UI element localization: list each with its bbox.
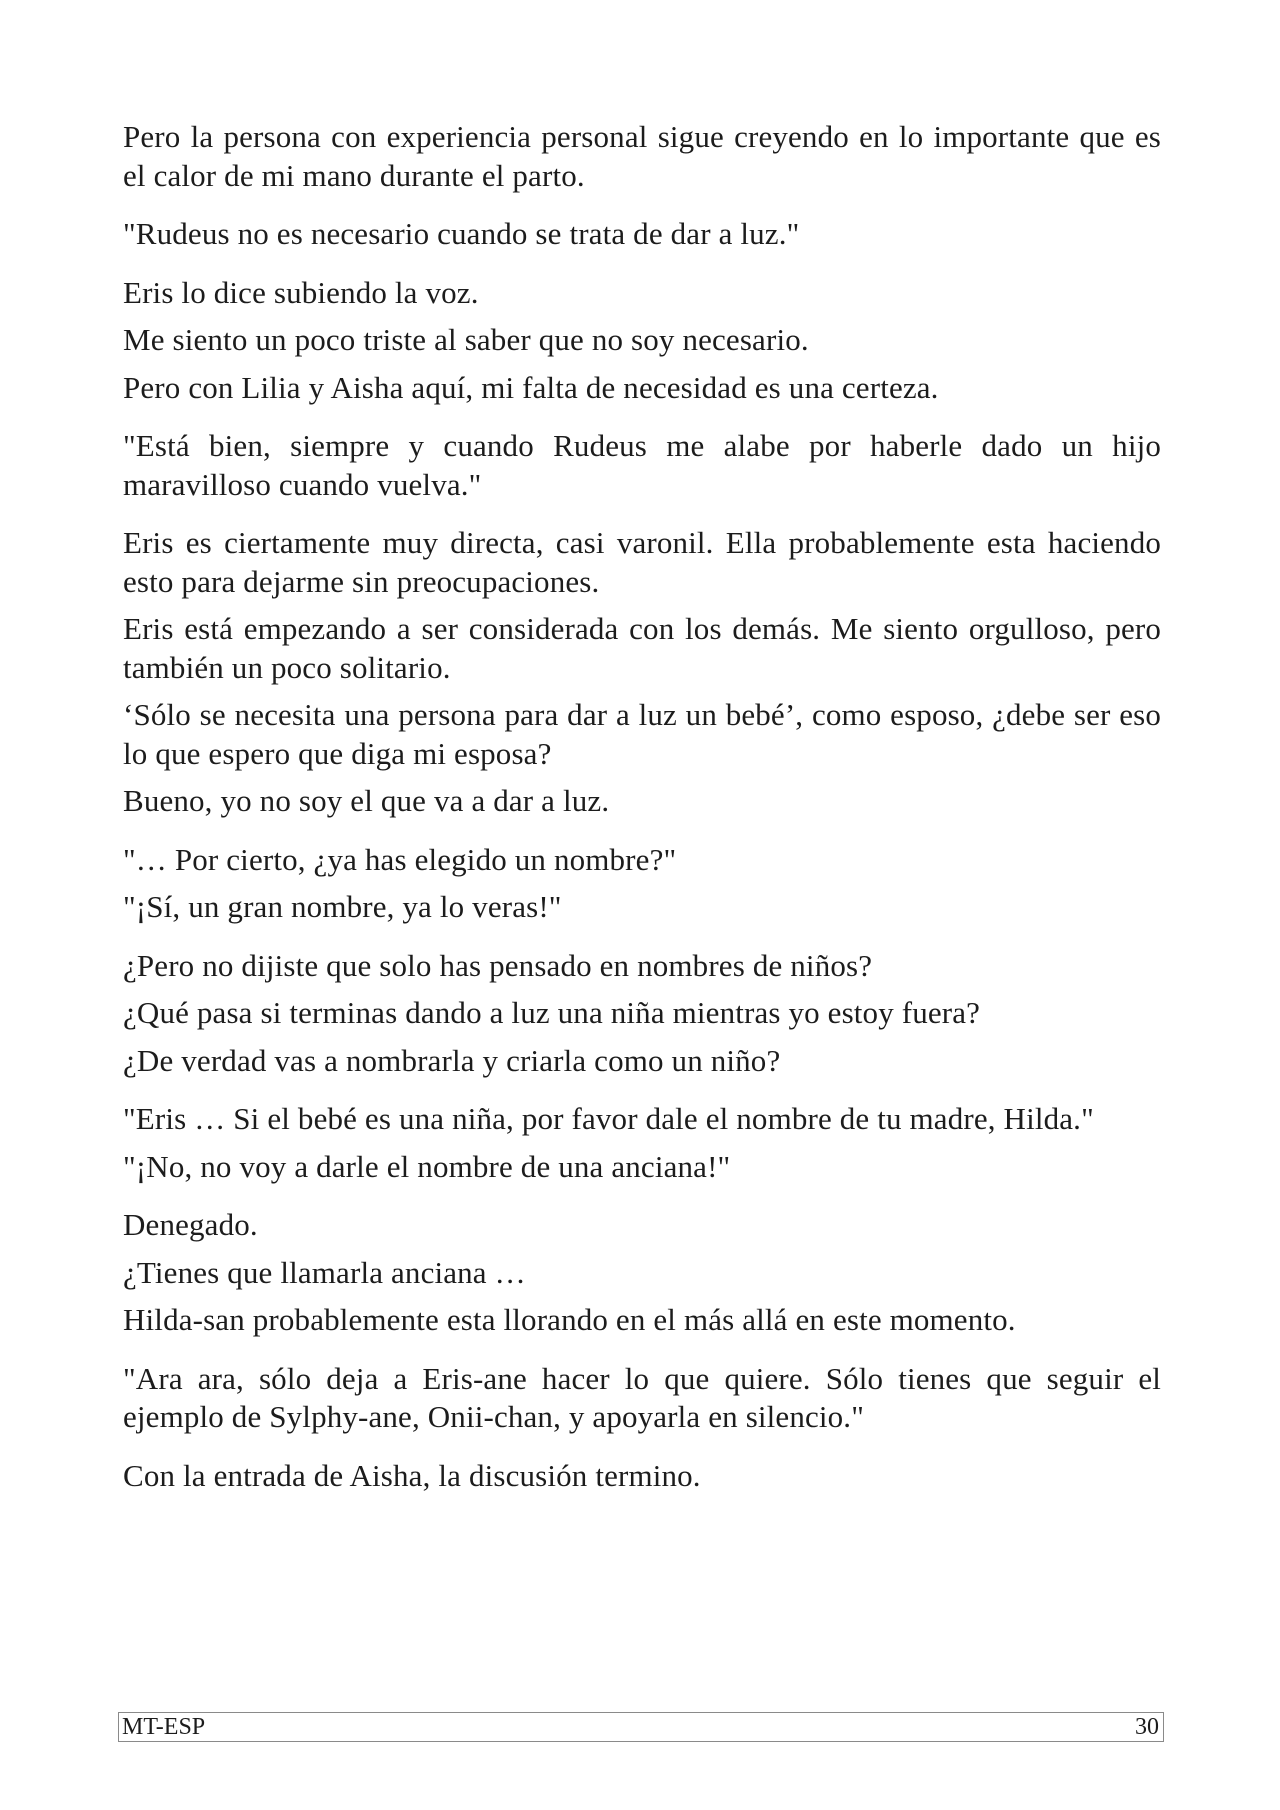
paragraph: Pero la persona con experiencia personal sigue creyendo en lo importante que es el calor de mi mano durante el parto. [123, 119, 1161, 193]
paragraph: "Eris … Si el bebé es una niña, por favor dale el nombre de tu madre, Hilda." [123, 1101, 1094, 1136]
paragraph: ‘Sólo se necesita una persona para dar a luz un bebé’, como esposo, ¿debe ser eso lo que espero que diga mi esposa? [123, 697, 1161, 771]
paragraph: "… Por cierto, ¿ya has elegido un nombre?" [123, 841, 677, 877]
paragraph: Me siento un poco triste al saber que no soy necesario. [123, 322, 809, 357]
paragraph: Eris lo dice subiendo la voz. [123, 274, 479, 310]
paragraph: Con la entrada de Aisha, la discusión termino. [123, 1457, 701, 1493]
paragraph: Eris es ciertamente muy directa, casi varonil. Ella probablemente esta haciendo esto para dejarme sin preocupaciones. [123, 525, 1161, 599]
paragraph: "Rudeus no es necesario cuando se trata de dar a luz." [123, 216, 800, 251]
paragraph: ¿Pero no dijiste que solo has pensado en nombres de niños? [123, 947, 873, 983]
paragraph: Bueno, yo no soy el que va a dar a luz. [123, 783, 610, 818]
paragraph: Hilda-san probablemente esta llorando en el más allá en este momento. [123, 1302, 1016, 1337]
paragraph: "Ara ara, sólo deja a Eris-ane hacer lo que quiere. Sólo tienes que seguir el ejemplo de Sylphy-ane, Onii-chan, y apoyarla en silencio." [123, 1360, 1161, 1434]
paragraph: Denegado. [123, 1207, 258, 1242]
page-number: 30 [1135, 1713, 1159, 1740]
paragraph: ¿Qué pasa si terminas dando a luz una niña mientras yo estoy fuera? [123, 995, 981, 1030]
paragraph: ¿De verdad vas a nombrarla y criarla como un niño? [123, 1042, 781, 1078]
paragraph: "¡Sí, un gran nombre, ya lo veras!" [123, 889, 562, 924]
paragraph: "¡No, no voy a darle el nombre de una anciana!" [123, 1148, 731, 1184]
page-footer [118, 1712, 1164, 1742]
body-text [123, 118, 1161, 1495]
footer-label: MT-ESP [122, 1713, 206, 1740]
paragraph: "Está bien, siempre y cuando Rudeus me alabe por haberle dado un hijo maravilloso cuando vuelva." [123, 428, 1161, 502]
paragraph: Pero con Lilia y Aisha aquí, mi falta de necesidad es una certeza. [123, 369, 939, 405]
paragraph: Eris está empezando a ser considerada con los demás. Me siento orgulloso, pero también un poco solitario. [123, 611, 1161, 685]
paragraph: ¿Tienes que llamarla anciana … [123, 1254, 526, 1290]
